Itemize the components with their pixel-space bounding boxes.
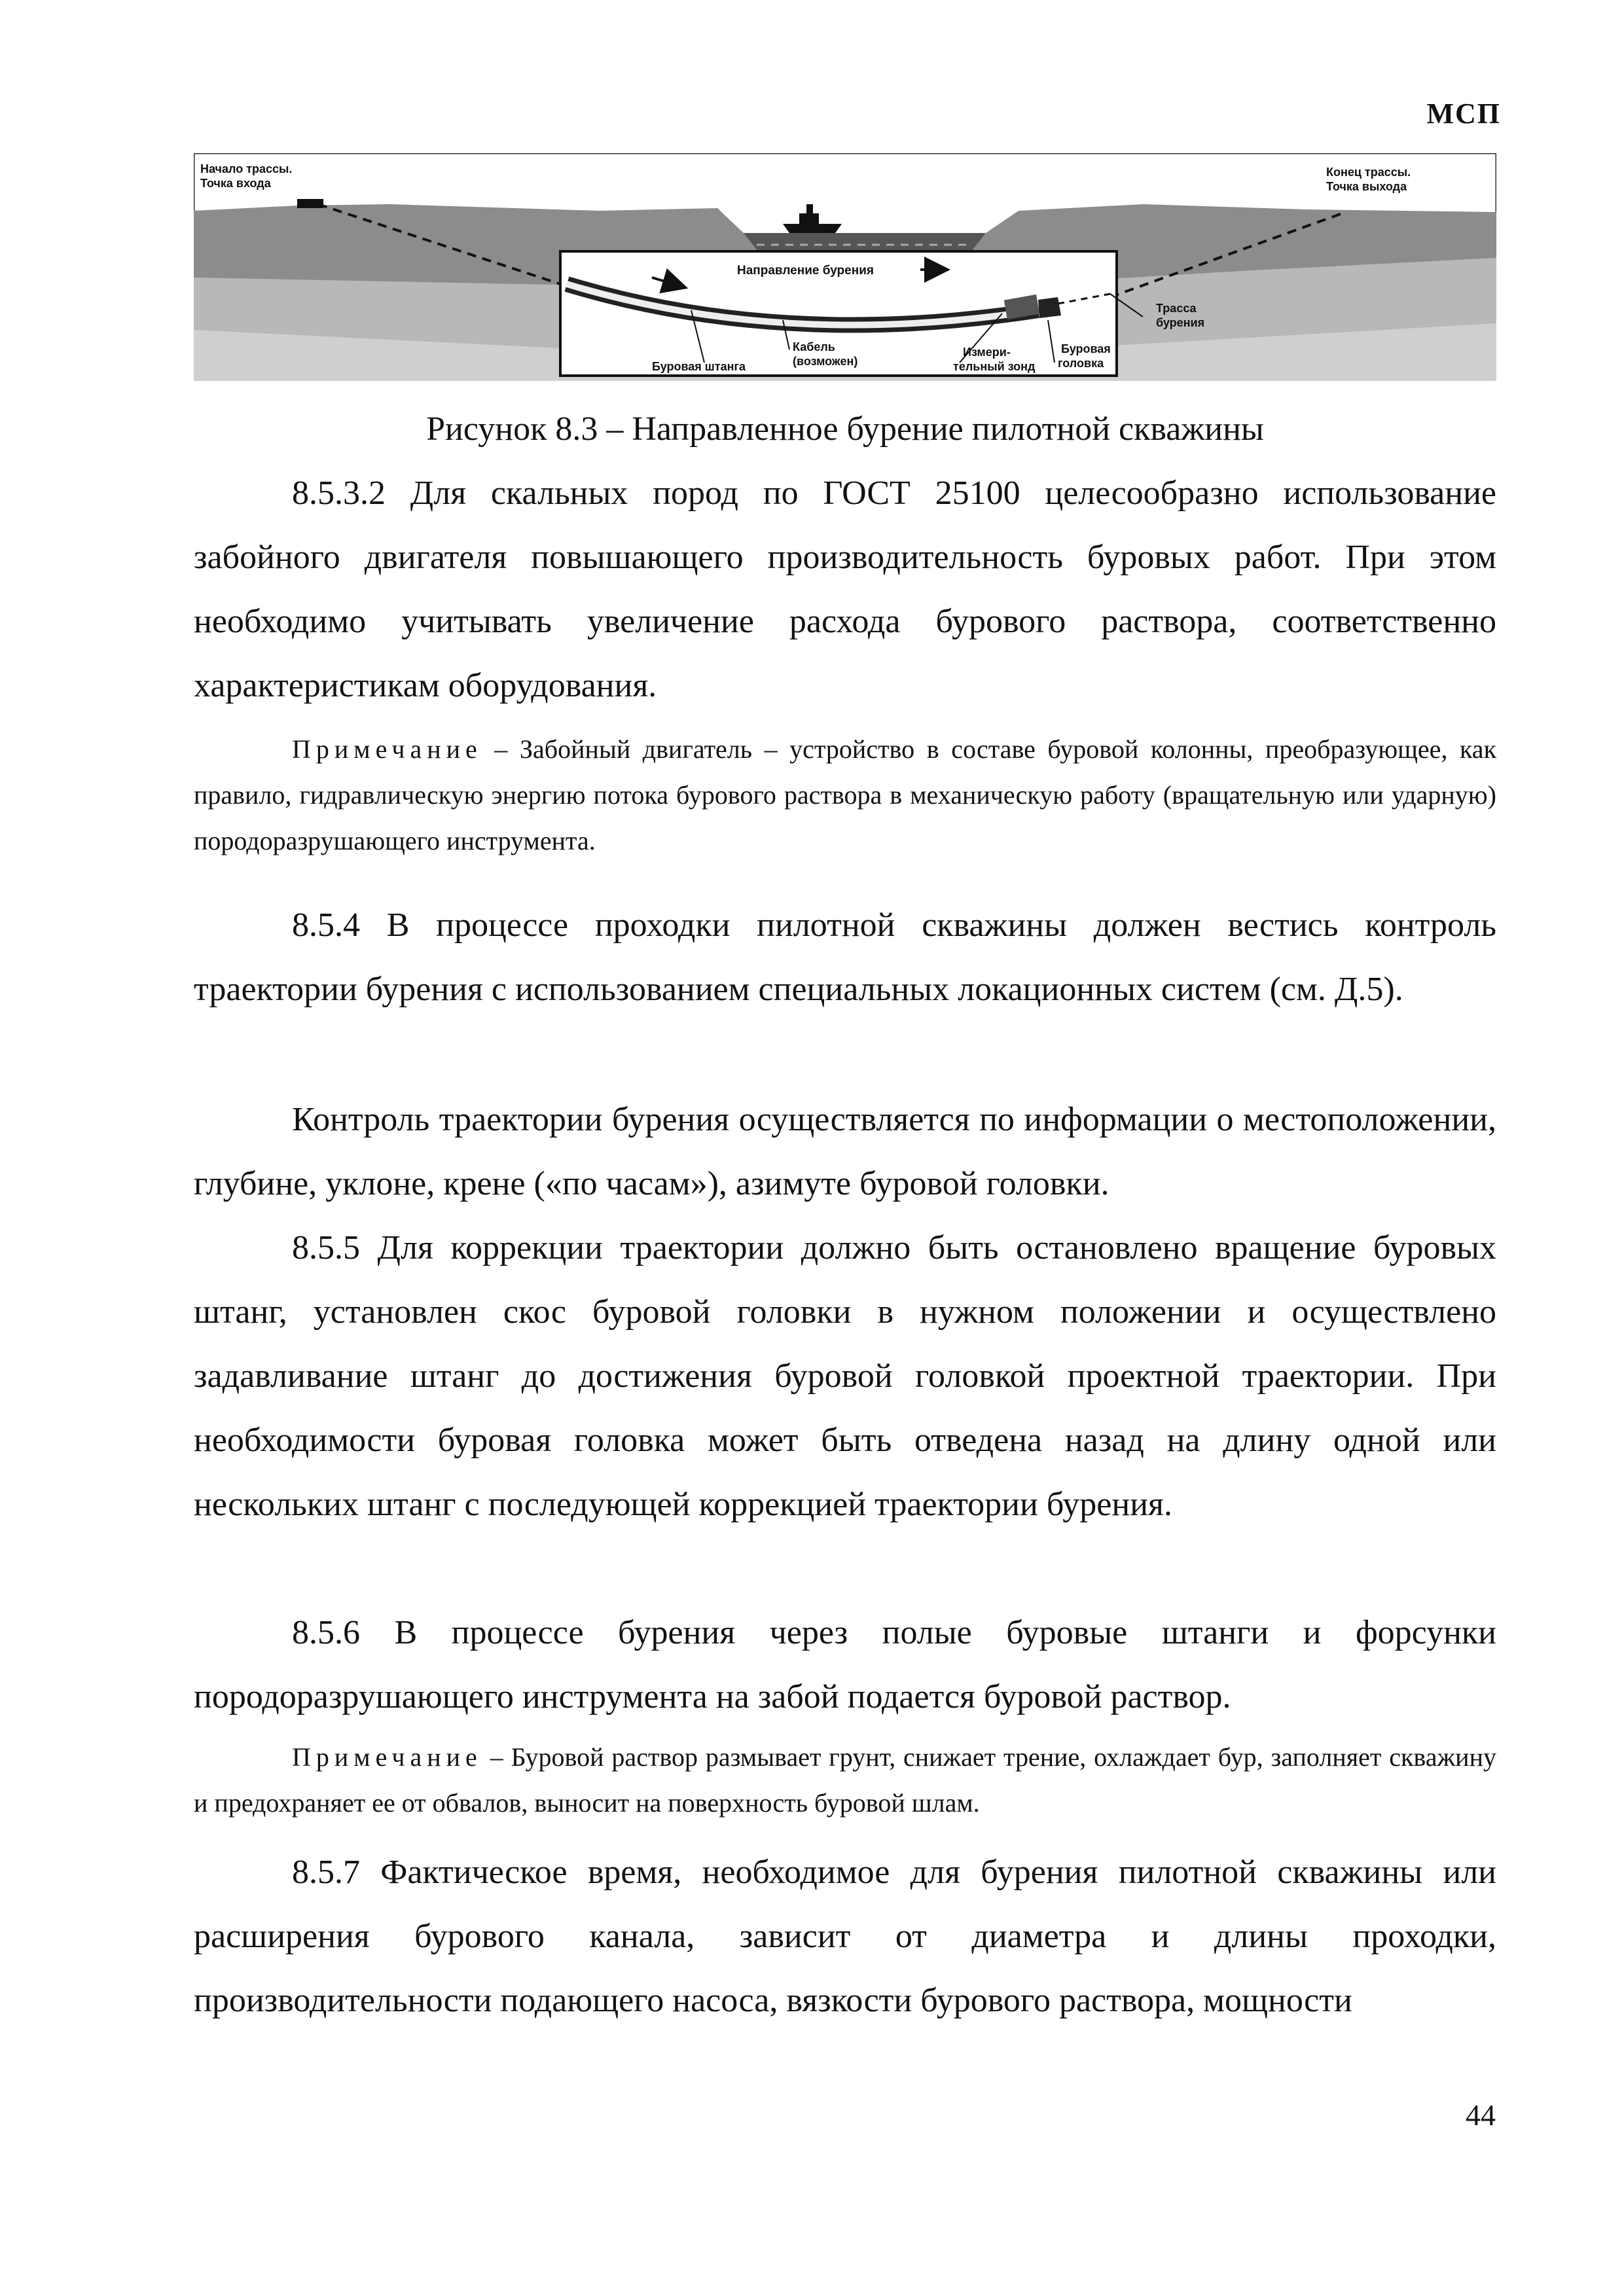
paragraph-8-5-4: 8.5.4 В процессе проходки пилотной скважины должен вестись контроль траектории бурения с использованием специальных локационных систем (см. Д.5). (194, 906, 1496, 1008)
label-direction: Направление бурения (737, 264, 874, 278)
label-route-1: Трасса (1156, 302, 1197, 315)
note-block-1 (194, 726, 1496, 864)
label-exit: Точка выхода (1326, 180, 1407, 193)
drilling-diagram (194, 153, 1496, 381)
paragraph-8-5-7: 8.5.7 Фактическое время, необходимое для бурения пилотной скважины или расширения бурового канала, зависит от диаметра и длины проходки, производительности подающего насоса, вязкости бурового раствора, мощности (194, 1854, 1496, 2019)
note-block-2 (194, 1734, 1496, 1826)
paragraph-trajectory-control: Контроль траектории бурения осуществляется по информации о местоположении, глубине, уклоне, крене («по часам»), азимуте буровой головки. (194, 1101, 1496, 1202)
label-cable-2: (возможен) (793, 355, 858, 368)
text-block-1 (194, 461, 1496, 718)
label-route-2: бурения (1156, 316, 1205, 329)
text-block-4 (194, 1216, 1496, 1537)
text-block-2 (194, 893, 1496, 1022)
text-block-5 (194, 1601, 1496, 1729)
note-2-text: – Буровой раствор размывает грунт, снижает трение, охлаждает бур, заполняет скважину и предохраняет ее от обвалов, выносит на поверхность буровой шлам. (194, 1742, 1496, 1818)
label-rod: Буровая штанга (652, 360, 746, 373)
note-1-text: – Забойный двигатель – устройство в составе буровой колонны, преобразующее, как правило, гидравлическую энергию потока бурового раствора в механическую работу (вращательную или ударную) породоразрушающего инструмента. (194, 734, 1496, 855)
drilling-figure (194, 153, 1496, 381)
figure-caption: Рисунок 8.3 – Направленное бурение пилотной скважины (426, 410, 1264, 448)
label-start: Начало трассы. (200, 162, 293, 175)
paragraph-8-5-3-2: 8.5.3.2 Для скальных пород по ГОСТ 25100 целесообразно использование забойного двигателя повышающего производительность буровых работ. При этом необходимо учитывать увеличение расхода бурового раствора, соответственно характеристикам оборудования. (194, 475, 1496, 704)
note-2 (194, 1734, 1496, 1826)
label-cable-1: Кабель (793, 340, 835, 353)
label-probe-1: Измери- (963, 346, 1011, 359)
note-1 (194, 726, 1496, 864)
label-head-2: головка (1058, 357, 1104, 370)
note-1-label: Примечание (292, 734, 482, 764)
document-header: МСП (1426, 98, 1501, 130)
label-entry: Точка входа (200, 177, 271, 190)
drill-head (1038, 297, 1061, 318)
note-2-label: Примечание (292, 1742, 482, 1772)
paragraph-8-5-6: 8.5.6 В процессе бурения через полые буровые штанги и форсунки породоразрушающего инструмента на забой подается буровой раствор. (194, 1614, 1496, 1715)
text-block-6 (194, 1840, 1496, 2033)
label-end: Конец трассы. (1326, 166, 1411, 179)
label-head-1: Буровая (1061, 342, 1111, 355)
text-block-3 (194, 1088, 1496, 1216)
page-number: 44 (1466, 2098, 1496, 2132)
paragraph-8-5-5: 8.5.5 Для коррекции траектории должно быть остановлено вращение буровых штанг, установлен скос буровой головки в нужном положении и осуществлено задавливание штанг до достижения буровой головкой проектной траектории. При необходимости буровая головка может быть отведена назад на длину одной или нескольких штанг с последующей коррекцией траектории бурения. (194, 1229, 1496, 1523)
label-probe-2: тельный зонд (953, 360, 1036, 373)
